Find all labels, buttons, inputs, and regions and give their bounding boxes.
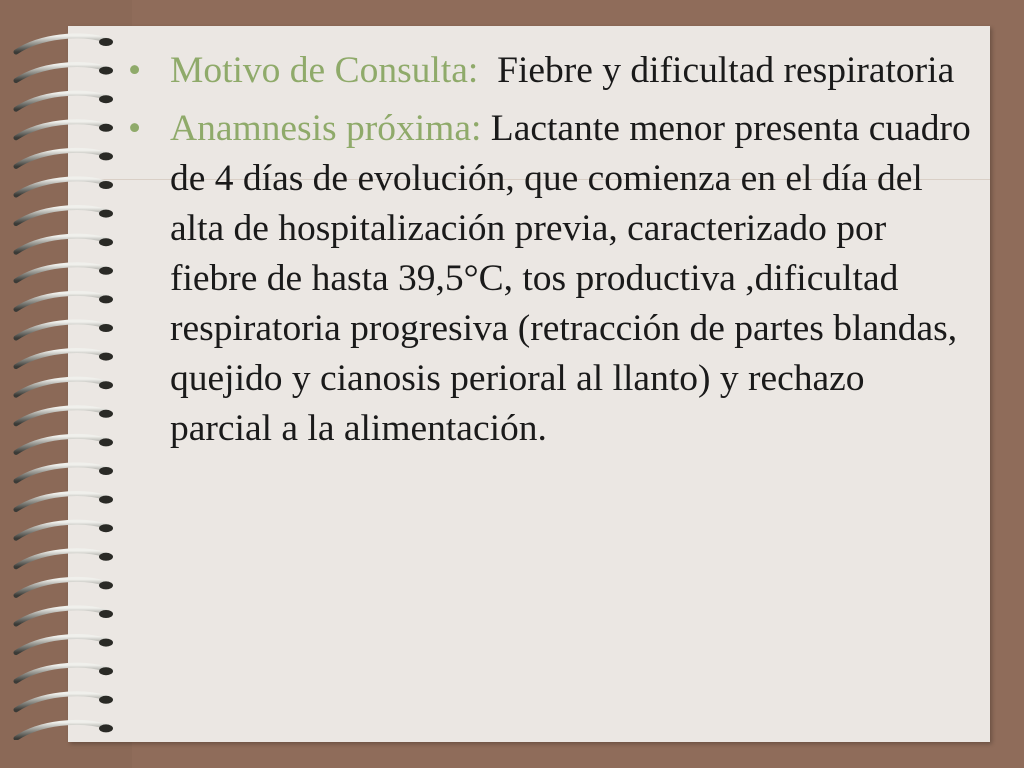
item-text: Lactante menor presenta cuadro de 4 días de evolución, que comienza en el día del alta de hospitalización previa, caracterizado por fiebre de hasta 39,5°C, tos productiva ,dificultad respiratoria progresiva (retracción de partes blandas, quejido y cianosis perioral al llanto) y rechazo parcial a la alimentación. — [170, 108, 981, 449]
binding-hole — [99, 95, 113, 103]
bullet-icon: • — [128, 50, 142, 91]
binding-hole — [99, 267, 113, 275]
spiral-coil — [16, 665, 106, 681]
spiral-coil — [16, 293, 106, 309]
binding-hole — [99, 152, 113, 160]
bullet-item-anamnesis — [128, 104, 981, 454]
item-label: Anamnesis próxima: — [170, 108, 482, 149]
spiral-binding-icon — [10, 30, 120, 740]
spiral-coil — [16, 637, 106, 653]
spiral-coil — [16, 122, 106, 138]
spiral-coil — [16, 694, 106, 710]
binding-hole — [99, 124, 113, 132]
spiral-coil — [16, 322, 106, 338]
spiral-coil — [16, 36, 106, 52]
binding-hole — [99, 181, 113, 189]
slide-body — [128, 46, 981, 462]
binding-hole — [99, 639, 113, 647]
spiral-coil — [16, 465, 106, 481]
item-label: Motivo de Consulta: — [170, 50, 479, 91]
binding-hole — [99, 381, 113, 389]
item-text: Fiebre y dificultad respiratoria — [478, 50, 955, 91]
spiral-coil — [16, 351, 106, 367]
spiral-coil — [16, 150, 106, 166]
spiral-coil — [16, 722, 106, 738]
binding-hole — [99, 324, 113, 332]
binding-hole — [99, 524, 113, 532]
binding-hole — [99, 238, 113, 246]
spiral-coil — [16, 522, 106, 538]
spiral-coil — [16, 436, 106, 452]
spiral-coil — [16, 551, 106, 567]
spiral-coil — [16, 93, 106, 109]
binding-hole — [99, 696, 113, 704]
spiral-coil — [16, 65, 106, 81]
binding-hole — [99, 496, 113, 504]
spiral-coil — [16, 608, 106, 624]
binding-hole — [99, 410, 113, 418]
binding-hole — [99, 581, 113, 589]
binding-hole — [99, 210, 113, 218]
bullet-icon: • — [128, 108, 142, 149]
bullet-item-motivo-consulta — [128, 46, 973, 96]
spiral-coil — [16, 265, 106, 281]
binding-hole — [99, 38, 113, 46]
binding-hole — [99, 467, 113, 475]
binding-hole — [99, 667, 113, 675]
binding-hole — [99, 353, 113, 361]
binding-hole — [99, 295, 113, 303]
binding-hole — [99, 724, 113, 732]
binding-hole — [99, 610, 113, 618]
binding-hole — [99, 553, 113, 561]
spiral-coil — [16, 494, 106, 510]
binding-hole — [99, 67, 113, 75]
binding-hole — [99, 438, 113, 446]
spiral-coil — [16, 208, 106, 224]
spiral-coil — [16, 579, 106, 595]
spiral-coil — [16, 179, 106, 195]
spiral-coil — [16, 408, 106, 424]
spiral-coil — [16, 236, 106, 252]
spiral-coil — [16, 379, 106, 395]
